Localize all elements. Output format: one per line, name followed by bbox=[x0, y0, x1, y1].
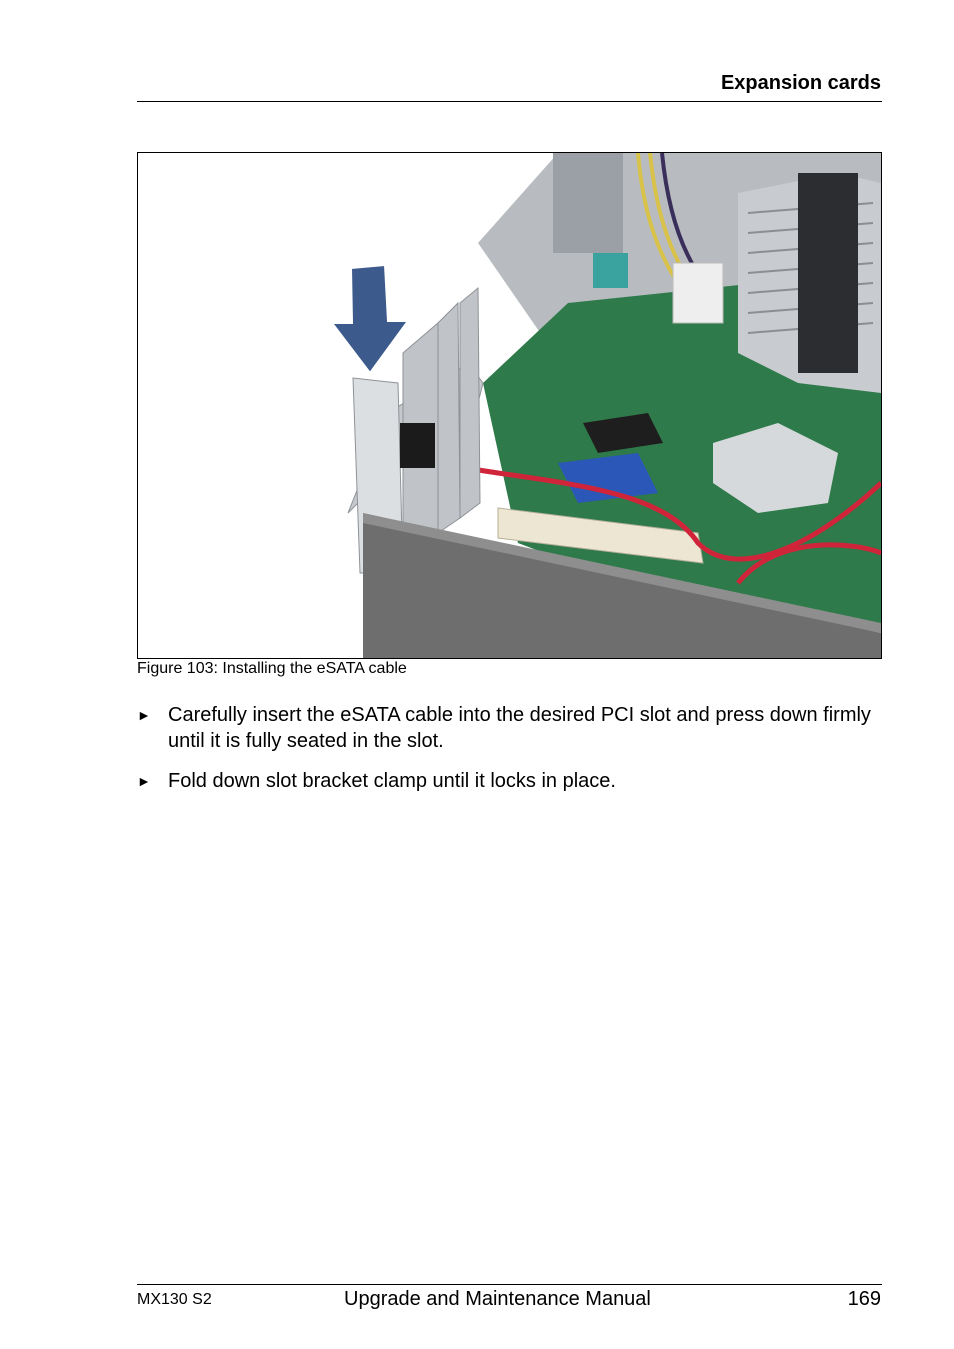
footer-manual-title: Upgrade and Maintenance Manual bbox=[344, 1288, 651, 1310]
step-item-1 bbox=[137, 702, 882, 754]
bullet-arrow-icon: ► bbox=[137, 773, 151, 789]
footer-model: MX130 S2 bbox=[137, 1291, 212, 1308]
bullet-arrow-icon: ► bbox=[137, 707, 151, 723]
step-text: Fold down slot bracket clamp until it locks in place. bbox=[168, 770, 616, 792]
step-text: Carefully insert the eSATA cable into the desired PCI slot and press down firmly until it is fully seated in the slot. bbox=[168, 704, 871, 752]
section-title: Expansion cards bbox=[720, 72, 881, 94]
footer-rule bbox=[137, 1284, 882, 1285]
page-number: 169 bbox=[847, 1288, 881, 1310]
figure-image bbox=[137, 152, 882, 659]
header-rule bbox=[137, 101, 882, 102]
step-item-2 bbox=[137, 768, 882, 794]
figure-caption: Figure 103: Installing the eSATA cable bbox=[137, 660, 407, 677]
